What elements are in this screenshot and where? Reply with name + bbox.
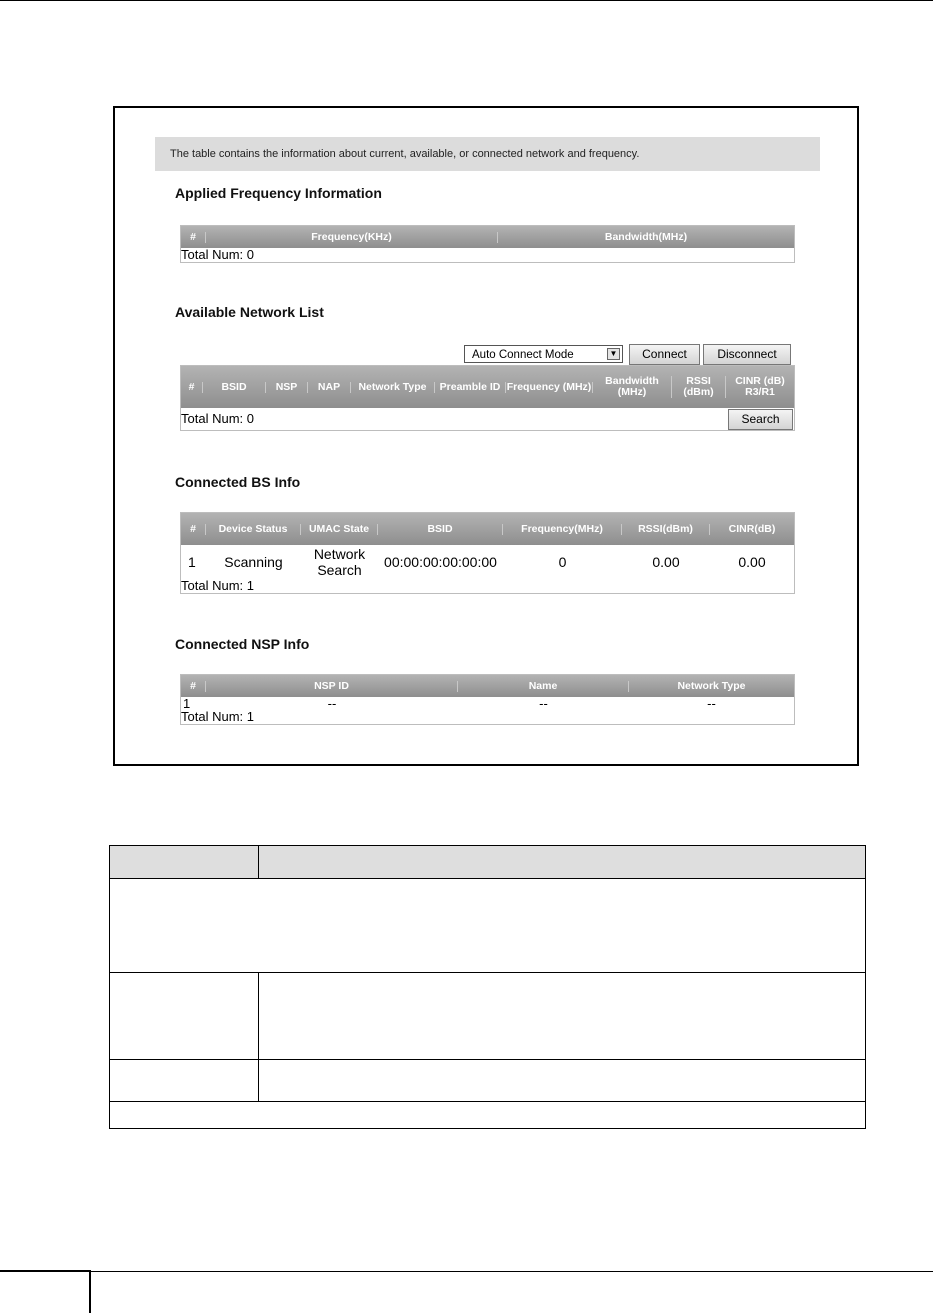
column-header-device-status: Device Status [206, 524, 301, 535]
column-header-number: # [181, 232, 206, 243]
info-banner: The table contains the information about current, available, or connected network and frequency. [155, 137, 820, 171]
description-table-header [110, 846, 865, 879]
column-header-number: # [181, 524, 206, 535]
column-header-nsp: NSP [266, 382, 308, 393]
header-divider [258, 846, 259, 878]
cell-number: 1 [188, 554, 196, 570]
table-row [181, 697, 794, 710]
connected-nsp-title: Connected NSP Info [175, 636, 310, 652]
disconnect-button[interactable]: Disconnect [703, 344, 791, 365]
column-header-number: # [181, 681, 206, 692]
column-header-preamble-id: Preamble ID [435, 382, 506, 393]
applied-frequency-table [180, 225, 795, 263]
total-count: Total Num: 1 [181, 578, 254, 593]
column-header-frequency: Frequency(KHz) [206, 232, 498, 243]
column-header-network-type: Network Type [351, 382, 435, 393]
column-header-frequency: Frequency(MHz) [503, 524, 622, 535]
cell-device-status: Scanning [224, 554, 283, 570]
column-header-frequency: Frequency (MHz) [506, 380, 592, 393]
search-button[interactable]: Search [728, 409, 793, 430]
screenshot-frame [113, 106, 859, 766]
available-network-table [180, 365, 795, 431]
page-number-box [0, 1270, 91, 1313]
connected-nsp-table [180, 674, 795, 725]
cell-nsp-id: -- [327, 696, 337, 711]
table-row [181, 545, 794, 579]
column-divider [258, 972, 259, 1102]
table-header [181, 366, 794, 408]
applied-frequency-title: Applied Frequency Information [175, 185, 382, 201]
column-header-bsid: BSID [378, 524, 503, 535]
connect-button[interactable]: Connect [629, 344, 700, 365]
cell-name: -- [539, 696, 548, 711]
column-header-rssi: RSSI(dBm) [622, 524, 710, 535]
chevron-down-icon[interactable]: ▼ [607, 348, 620, 360]
description-table [109, 845, 866, 1129]
cell-number: 1 [183, 696, 191, 711]
table-header [181, 513, 794, 545]
column-header-umac-state: UMAC State [301, 524, 378, 535]
connected-bs-table [180, 512, 795, 594]
total-count: Total Num: 1 [181, 709, 254, 724]
connect-mode-select[interactable] [464, 345, 623, 363]
available-network-title: Available Network List [175, 304, 324, 320]
cell-cinr: 0.00 [738, 554, 766, 570]
row-divider [110, 972, 865, 973]
row-divider [110, 1059, 865, 1060]
cell-bsid: 00:00:00:00:00:00 [384, 554, 497, 570]
column-header-name: Name [458, 681, 629, 692]
column-header-nap: NAP [308, 382, 351, 393]
cell-rssi: 0.00 [652, 554, 680, 570]
column-header-nsp-id: NSP ID [206, 681, 458, 692]
table-header [181, 675, 794, 697]
column-header-bandwidth: Bandwidth (MHz) [593, 376, 672, 398]
footer-rule [91, 1271, 933, 1272]
row-divider [110, 1101, 865, 1102]
column-header-rssi: RSSI (dBm) [672, 376, 726, 398]
page-top-rule [0, 0, 933, 1]
total-count: Total Num: 0 [181, 411, 254, 426]
column-header-cinr: CINR (dB) R3/R1 [735, 375, 785, 398]
column-header-bandwidth: Bandwidth(MHz) [604, 230, 688, 243]
column-header-number: # [181, 382, 203, 393]
cell-network-type: -- [707, 696, 716, 711]
table-header [181, 226, 794, 248]
cell-frequency: 0 [558, 554, 567, 570]
connect-mode-value: Auto Connect Mode [472, 349, 574, 361]
column-header-bsid: BSID [203, 382, 266, 393]
column-header-network-type: Network Type [677, 679, 746, 692]
cell-umac-state: Network Search [313, 546, 366, 578]
table-footer [181, 408, 794, 430]
total-count: Total Num: 0 [181, 247, 254, 262]
connected-bs-title: Connected BS Info [175, 474, 301, 490]
column-header-cinr: CINR(dB) [728, 522, 776, 535]
